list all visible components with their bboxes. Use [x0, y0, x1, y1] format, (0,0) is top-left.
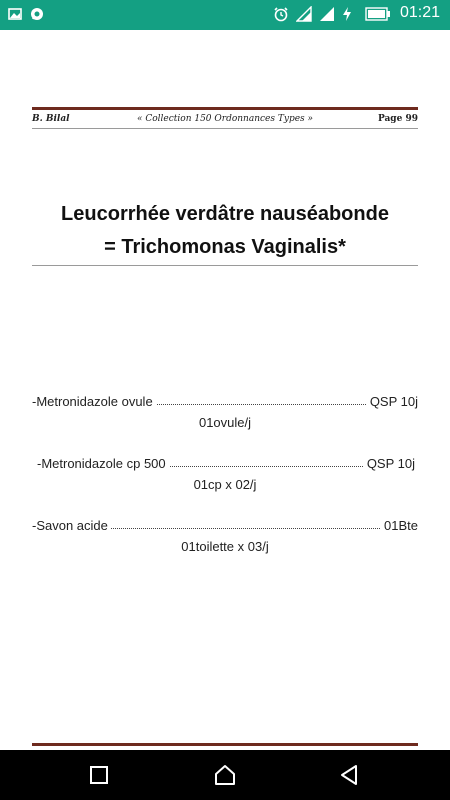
drug-dosage: 01cp x 02/j	[193, 477, 257, 492]
prescription-line	[32, 518, 418, 533]
back-button[interactable]	[336, 762, 362, 788]
home-icon	[212, 762, 238, 788]
back-triangle-icon	[336, 762, 362, 788]
alarm-icon	[273, 6, 287, 20]
signal-icon	[319, 6, 333, 20]
square-icon	[86, 762, 112, 788]
drug-name: -Metronidazole ovule	[32, 394, 156, 409]
prescription-line	[32, 394, 418, 409]
prescription-title-line1: Leucorrhée verdâtre nauséabonde	[61, 203, 389, 225]
battery-icon	[365, 6, 391, 20]
clock: 01:21	[399, 4, 440, 21]
header-underline	[32, 128, 418, 129]
system-icons	[273, 4, 440, 22]
prescription-title-line2: = Trichomonas Vaginalis*	[104, 236, 346, 258]
footer-rule	[32, 743, 418, 746]
drug-dosage: 01ovule/j	[198, 415, 252, 430]
home-button[interactable]	[212, 762, 238, 788]
viber-icon	[30, 6, 44, 20]
recent-apps-button[interactable]	[86, 762, 112, 788]
header-rule	[32, 107, 418, 110]
header-page-number: Page 99	[377, 114, 418, 124]
notification-icons	[8, 6, 44, 20]
charging-icon	[342, 6, 356, 20]
wifi-icon	[296, 6, 310, 20]
drug-quantity: QSP 10j	[364, 456, 415, 471]
header-collection: « Collection 150 Ordonnances Types »	[136, 114, 314, 124]
drug-dosage: 01toilette x 03/j	[181, 539, 269, 554]
document-page[interactable]	[0, 30, 450, 760]
header-author: B. Bilal	[32, 114, 70, 124]
drug-quantity: 01Bte	[381, 518, 418, 533]
drug-name: -Metronidazole cp 500	[37, 456, 169, 471]
navigation-bar	[0, 750, 450, 800]
status-bar	[0, 0, 450, 30]
drug-quantity: QSP 10j	[367, 394, 418, 409]
title-underline	[32, 265, 418, 266]
gallery-icon	[8, 6, 22, 20]
drug-name: -Savon acide	[32, 518, 111, 533]
prescription-line	[37, 456, 415, 471]
